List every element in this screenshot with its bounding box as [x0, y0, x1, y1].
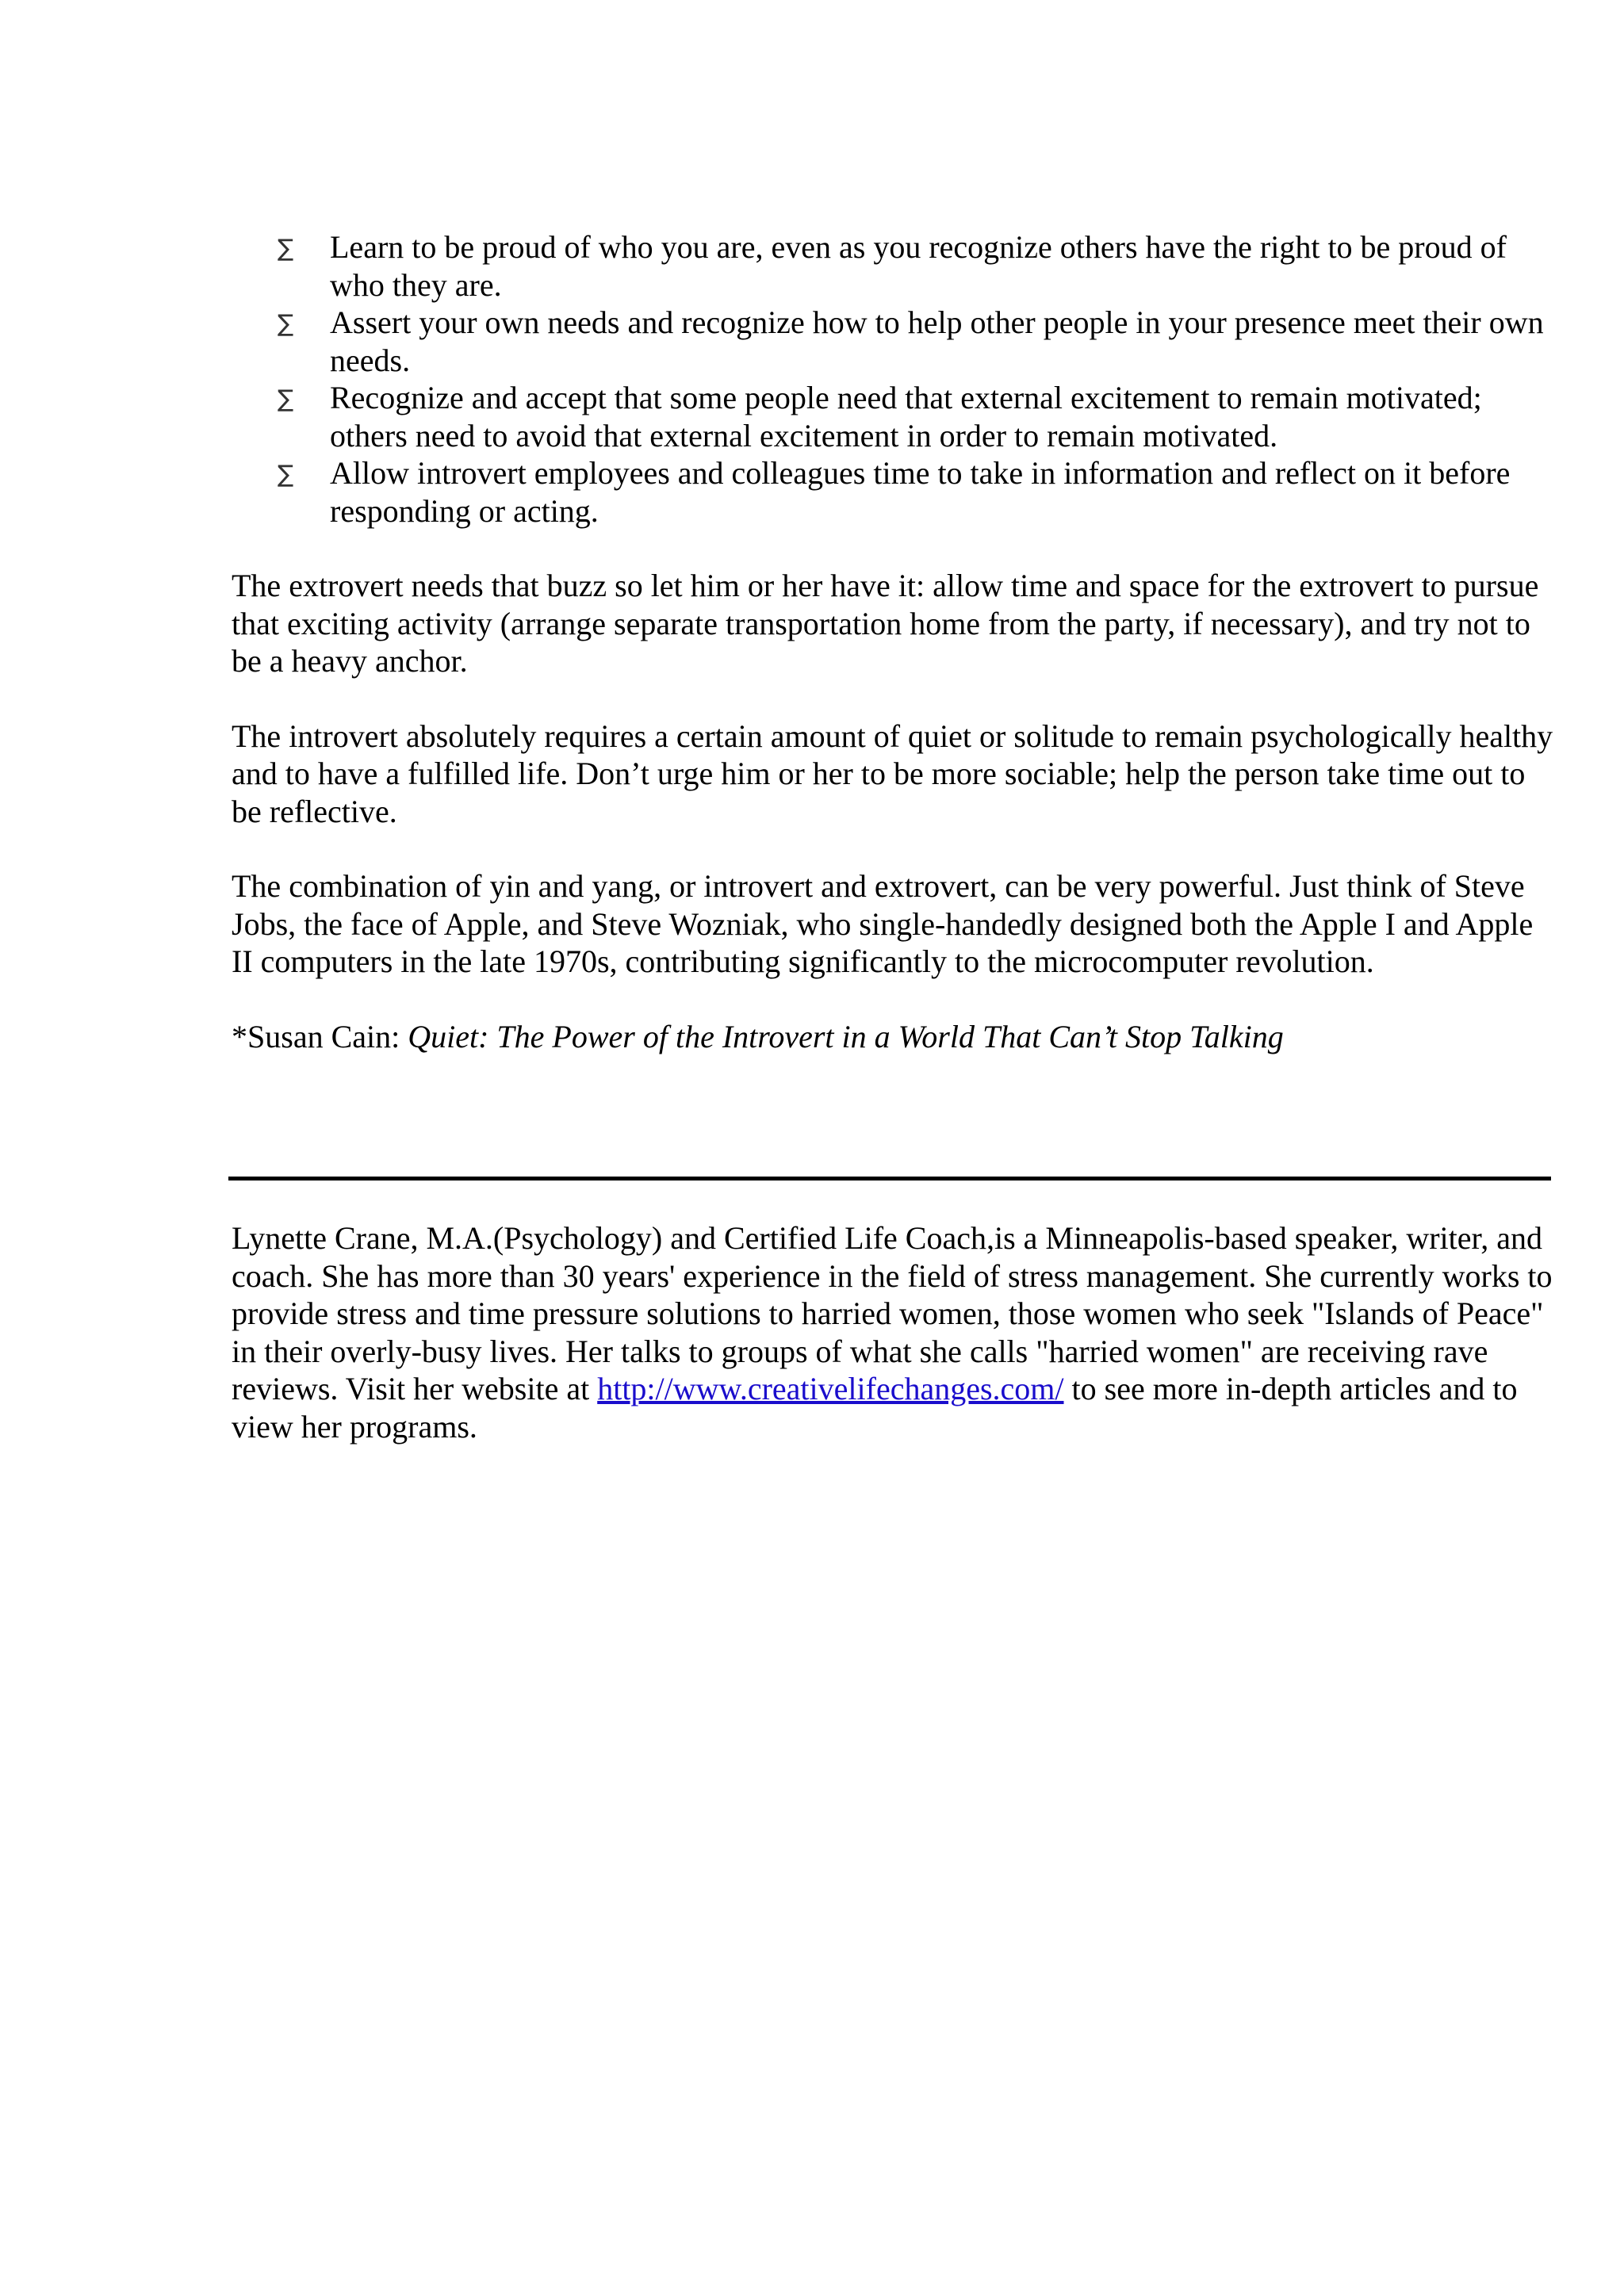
list-item-text: Learn to be proud of who you are, even as you recognize others have the right to be proud of who they are.: [330, 229, 1507, 303]
citation-book-title: Quiet: The Power of the Introvert in a World That Can’t Stop Talking: [408, 1018, 1284, 1054]
author-bio: [232, 1219, 1554, 1445]
list-item: [232, 304, 1554, 379]
paragraph-extrovert: The extrovert needs that buzz so let him or her have it: allow time and space for the extrovert to pursue that exciting activity (arrange separate transportation home from the party, if necessary), and try not to be a heavy anchor.: [232, 568, 1539, 679]
section-divider: [228, 1177, 1551, 1181]
website-link[interactable]: http://www.creativelifechanges.com/: [597, 1371, 1064, 1406]
sigma-bullet-icon: ∑: [278, 385, 294, 413]
bio-text-end: to see more in-depth articles and to view her programs.: [232, 1371, 1518, 1445]
article-body: [232, 228, 1554, 1055]
list-item: [232, 454, 1554, 530]
list-item-text: Assert your own needs and recognize how to help other people in your presence meet their own needs.: [330, 304, 1544, 378]
list-item: [232, 228, 1554, 304]
citation-author: *Susan Cain:: [232, 1018, 408, 1054]
bio-text: Lynette Crane, M.A.(Psychology) and Certified Life Coach,is a Minneapolis-based speaker, writer, and coach. She has more than 30 years' experience in the field of stress management. She currently works to provide stress and time pressure solutions to harried women, those women who seek "Islands of Peace" in their overly-busy lives. Her talks to groups of what she calls "harried women" are receiving rave reviews. Visit her website at: [232, 1220, 1553, 1406]
list-item-text: Allow introvert employees and colleagues time to take in information and reflect on it before responding or acting.: [330, 455, 1511, 529]
tips-list: [232, 228, 1554, 530]
paragraph-introvert: The introvert absolutely requires a certain amount of quiet or solitude to remain psychologically healthy and to have a fulfilled life. Don’t urge him or her to be more sociable; help the person take time out to be reflective.: [232, 718, 1553, 829]
list-item-text: Recognize and accept that some people need that external excitement to remain motivated; others need to avoid that external excitement in order to remain motivated.: [330, 380, 1482, 453]
paragraph-combination: The combination of yin and yang, or introvert and extrovert, can be very powerful. Just think of Steve Jobs, the face of Apple, and Steve Wozniak, who single-handedly designed both the Apple I and Apple II computers in the late 1970s, contributing significantly to the microcomputer revolution.: [232, 868, 1534, 979]
sigma-bullet-icon: ∑: [278, 310, 294, 338]
sigma-bullet-icon: ∑: [278, 461, 294, 488]
list-item: [232, 379, 1554, 454]
citation: [232, 1018, 1554, 1056]
sigma-bullet-icon: ∑: [278, 235, 294, 262]
